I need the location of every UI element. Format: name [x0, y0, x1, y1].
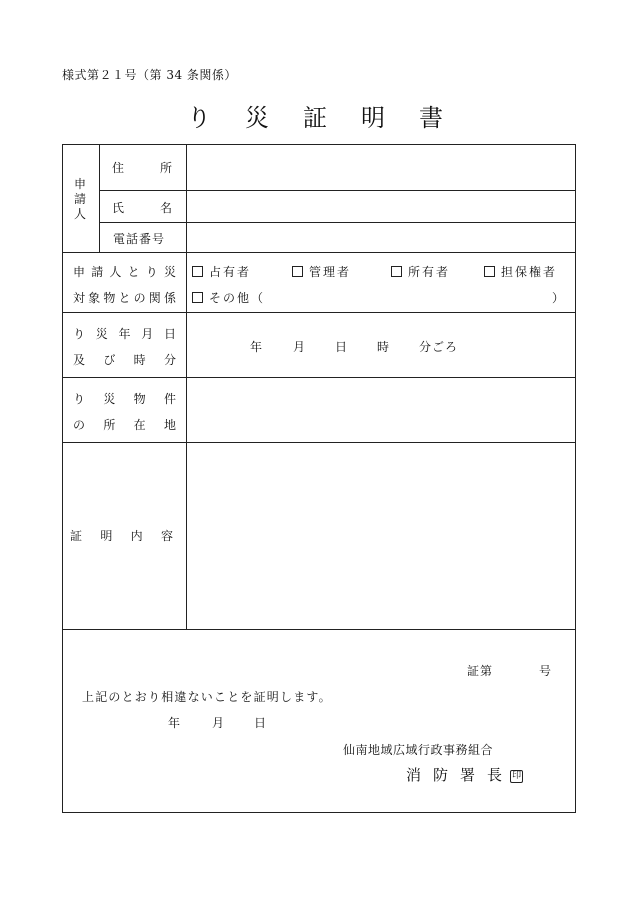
- relation-label-line2: [73, 289, 176, 306]
- row-divider: [62, 312, 576, 313]
- label-char: 請: [91, 265, 104, 279]
- label-char: と: [127, 265, 140, 279]
- label-char: 所: [103, 418, 116, 432]
- row-divider: [62, 377, 576, 378]
- contents-field[interactable]: [190, 446, 570, 626]
- label-char: 災: [163, 265, 176, 279]
- official-title: [406, 764, 523, 785]
- location-label-line1: [73, 390, 176, 407]
- label-char: 係: [163, 291, 176, 305]
- option-label: 管理者: [309, 265, 352, 279]
- label-char: 氏: [112, 201, 125, 215]
- address-field[interactable]: [190, 148, 570, 188]
- datetime-label-line1: [73, 325, 176, 342]
- cert-month-unit: 月: [212, 716, 225, 730]
- other-field[interactable]: [270, 286, 550, 304]
- label-char: り: [145, 265, 158, 279]
- minute-unit: 分ごろ: [419, 340, 459, 354]
- owner-checkbox[interactable]: [391, 266, 402, 277]
- label-char: 人: [73, 207, 86, 221]
- cert-no-suffix: 号: [539, 664, 552, 678]
- datetime-label-line2: [73, 351, 176, 368]
- label-char: 地: [163, 418, 176, 432]
- option-label: 占有者: [209, 265, 252, 279]
- row-divider: [62, 629, 576, 630]
- label-char: 請: [73, 192, 86, 206]
- label-char: 件: [163, 392, 176, 406]
- name-label: [112, 199, 172, 216]
- location-label-line2: [73, 416, 176, 433]
- phone-label: 電話番号: [113, 232, 166, 246]
- col-divider: [186, 144, 187, 630]
- label-char: 署: [460, 766, 476, 784]
- border-right: [575, 144, 576, 813]
- label-char: 関: [148, 291, 161, 305]
- title-char: 災: [245, 104, 269, 132]
- option-occupant[interactable]: [192, 263, 251, 280]
- label-char: 月: [141, 327, 154, 341]
- name-field[interactable]: [190, 193, 570, 220]
- form-number: 様式第２１号（第 34 条関係）: [62, 68, 237, 82]
- label-char: 容: [160, 529, 173, 543]
- label-char: 時: [133, 353, 146, 367]
- label-char: の: [133, 291, 146, 305]
- cert-no-prefix: 証第: [467, 664, 494, 678]
- label-char: 長: [487, 766, 503, 784]
- cert-year-unit: 年: [168, 716, 181, 730]
- option-label: 担保権者: [501, 265, 558, 279]
- label-char: 物: [133, 392, 146, 406]
- label-char: 内: [130, 529, 143, 543]
- label-char: 物: [103, 291, 116, 305]
- label-char: 年: [118, 327, 131, 341]
- option-label: その他（: [209, 291, 266, 305]
- col-divider: [99, 144, 100, 253]
- label-char: 名: [159, 201, 172, 215]
- other-close-paren: ）: [552, 291, 565, 305]
- label-char: り: [73, 327, 86, 341]
- manager-checkbox[interactable]: [292, 266, 303, 277]
- label-char: 災: [103, 392, 116, 406]
- applicant-group-label: [73, 177, 87, 222]
- option-mortgagee[interactable]: [484, 263, 557, 280]
- day-unit: 日: [335, 340, 348, 354]
- other-checkbox[interactable]: [192, 292, 203, 303]
- title-char: り: [187, 104, 211, 132]
- label-char: 申: [73, 265, 86, 279]
- hour-unit: 時: [377, 340, 390, 354]
- title-char: 証: [303, 104, 327, 132]
- mortgagee-checkbox[interactable]: [484, 266, 495, 277]
- cert-day-unit: 日: [254, 716, 267, 730]
- phone-field[interactable]: [190, 225, 570, 250]
- address-label: [112, 159, 172, 176]
- issuing-organization: 仙南地域広域行政事務組合: [343, 743, 494, 757]
- label-char: 象: [88, 291, 101, 305]
- label-char: 在: [133, 418, 146, 432]
- label-char: 申: [73, 177, 86, 191]
- option-manager[interactable]: [292, 263, 351, 280]
- option-owner[interactable]: [391, 263, 450, 280]
- certification-statement: 上記のとおり相違ないことを証明します。: [82, 690, 332, 704]
- label-char: び: [103, 353, 116, 367]
- occupant-checkbox[interactable]: [192, 266, 203, 277]
- location-field[interactable]: [190, 381, 570, 439]
- border-top: [62, 144, 576, 145]
- label-char: 住: [112, 161, 125, 175]
- label-char: 及: [73, 353, 86, 367]
- label-char: 防: [433, 766, 449, 784]
- label-char: 災: [95, 327, 108, 341]
- option-label: 所有者: [408, 265, 451, 279]
- border-left: [62, 144, 63, 813]
- title-char: 明: [361, 104, 385, 132]
- row-divider: [99, 190, 576, 191]
- title-char: 書: [419, 104, 443, 132]
- border-bottom: [62, 812, 576, 813]
- label-char: り: [73, 392, 86, 406]
- label-char: 証: [70, 529, 83, 543]
- label-char: 日: [163, 327, 176, 341]
- label-char: 分: [163, 353, 176, 367]
- label-char: 所: [159, 161, 172, 175]
- option-other[interactable]: [192, 289, 265, 306]
- label-char: の: [73, 418, 86, 432]
- relation-label-line1: [73, 263, 176, 280]
- document-title: [0, 98, 630, 133]
- label-char: 対: [73, 291, 86, 305]
- row-divider: [62, 442, 576, 443]
- row-divider: [99, 222, 576, 223]
- label-char: 人: [109, 265, 122, 279]
- label-char: と: [118, 291, 131, 305]
- contents-label: [70, 527, 173, 544]
- month-unit: 月: [293, 340, 306, 354]
- seal-mark: 印: [512, 770, 522, 781]
- row-divider: [62, 252, 576, 253]
- label-char: 消: [406, 766, 422, 784]
- label-char: 明: [100, 529, 113, 543]
- year-unit: 年: [250, 340, 263, 354]
